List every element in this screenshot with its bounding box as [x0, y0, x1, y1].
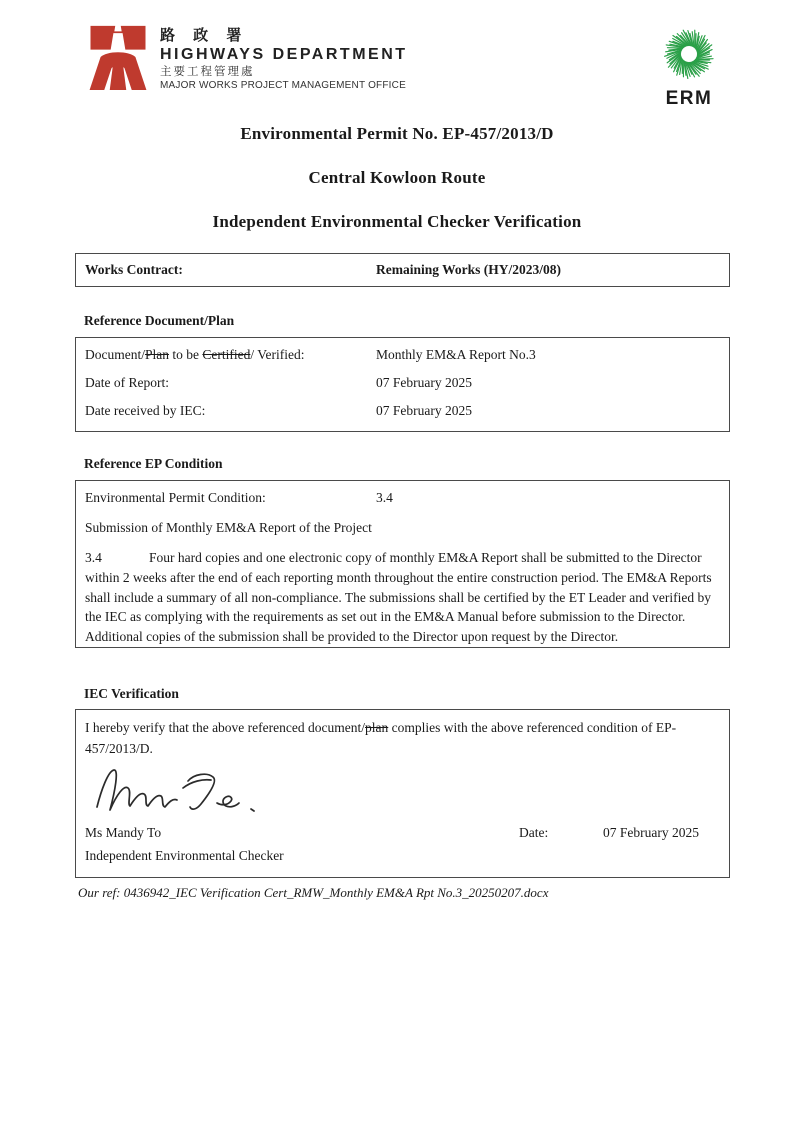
works-contract-value: Remaining Works (HY/2023/08)	[376, 262, 562, 277]
signatory-title: Independent Environmental Checker	[85, 848, 284, 863]
signatory-row	[85, 825, 717, 848]
struck-word-certified: Certified	[202, 347, 251, 362]
date-of-report-row	[85, 375, 720, 391]
section-heading-iec-verification: IEC Verification	[84, 686, 179, 701]
highways-department-block	[88, 24, 408, 94]
date-of-report-value: 07 February 2025	[376, 375, 472, 390]
permit-condition-label: Environmental Permit Condition:	[85, 490, 266, 505]
condition-subject: Submission of Monthly EM&A Report of the Project	[85, 520, 372, 535]
verification-statement: I hereby verify that the above referenced document/plan complies with the above referenced condition of EP-457/2013/D.	[85, 720, 677, 756]
works-contract-label: Works Contract:	[85, 262, 183, 277]
struck-word-plan: Plan	[145, 347, 170, 362]
department-name-block	[160, 24, 408, 92]
title-permit-number: Environmental Permit No. EP-457/2013/D	[240, 124, 554, 143]
erm-logo-block	[646, 24, 732, 110]
date-label: Date:	[519, 825, 549, 840]
date-value: 07 February 2025	[603, 825, 699, 840]
letterhead	[88, 24, 732, 110]
erm-wordmark: ERM	[665, 88, 713, 109]
department-name-english: HIGHWAYS DEPARTMENT	[160, 45, 408, 63]
works-contract-box	[75, 253, 730, 287]
date-received-row	[85, 403, 720, 419]
clause-number: 3.4	[85, 550, 102, 565]
title-document-type: Independent Environmental Checker Verification	[212, 212, 582, 231]
struck-word-plan-2: plan	[365, 720, 389, 735]
document-to-be-verified-label: Document/Plan to be Certified/ Verified:	[85, 347, 305, 362]
handwritten-signature-icon	[91, 807, 269, 822]
date-received-label: Date received by IEC:	[85, 403, 206, 418]
department-name-chinese: 路 政 署	[160, 27, 249, 44]
signatory-name: Ms Mandy To	[85, 825, 162, 840]
section-heading-ep-condition: Reference EP Condition	[84, 456, 223, 471]
ep-condition-box	[75, 480, 730, 648]
date-received-value: 07 February 2025	[376, 403, 472, 418]
office-name-chinese: 主要工程管理處	[160, 65, 255, 78]
section-heading-reference-document: Reference Document/Plan	[84, 313, 235, 328]
clause-text: Four hard copies and one electronic copy of monthly EM&A Report shall be submitted to the Director within 2 weeks after the end of each reporting month throughout the entire construction period. The EM&A Reports shall include a summary of all non-compliance. The submissions shall be certified by the ET Leader and verified by the IEC as complying with the requirements as set out in the EM&A Manual before submission to the Director. Additional copies of the submission shall be provided to the Director upon request by the Director.	[85, 550, 712, 645]
erm-sunburst-icon	[655, 74, 723, 89]
erm-burst	[655, 24, 723, 86]
document-to-be-verified-row	[85, 347, 720, 363]
our-ref-line: Our ref: 0436942_IEC Verification Cert_RMW_Monthly EM&A Rpt No.3_20250207.docx	[78, 885, 549, 900]
title-project-name: Central Kowloon Route	[308, 168, 486, 187]
iec-verification-box	[75, 709, 730, 878]
date-of-report-label: Date of Report:	[85, 375, 169, 390]
permit-condition-value: 3.4	[376, 490, 393, 505]
office-name-english: MAJOR WORKS PROJECT MANAGEMENT OFFICE	[160, 80, 406, 92]
condition-clause	[85, 548, 717, 647]
highways-department-emblem-icon	[88, 24, 148, 94]
permit-condition-row	[85, 490, 717, 506]
reference-document-box	[75, 337, 730, 432]
document-titles	[0, 124, 794, 256]
signature-area	[91, 763, 717, 821]
document-to-be-verified-value: Monthly EM&A Report No.3	[376, 347, 536, 362]
